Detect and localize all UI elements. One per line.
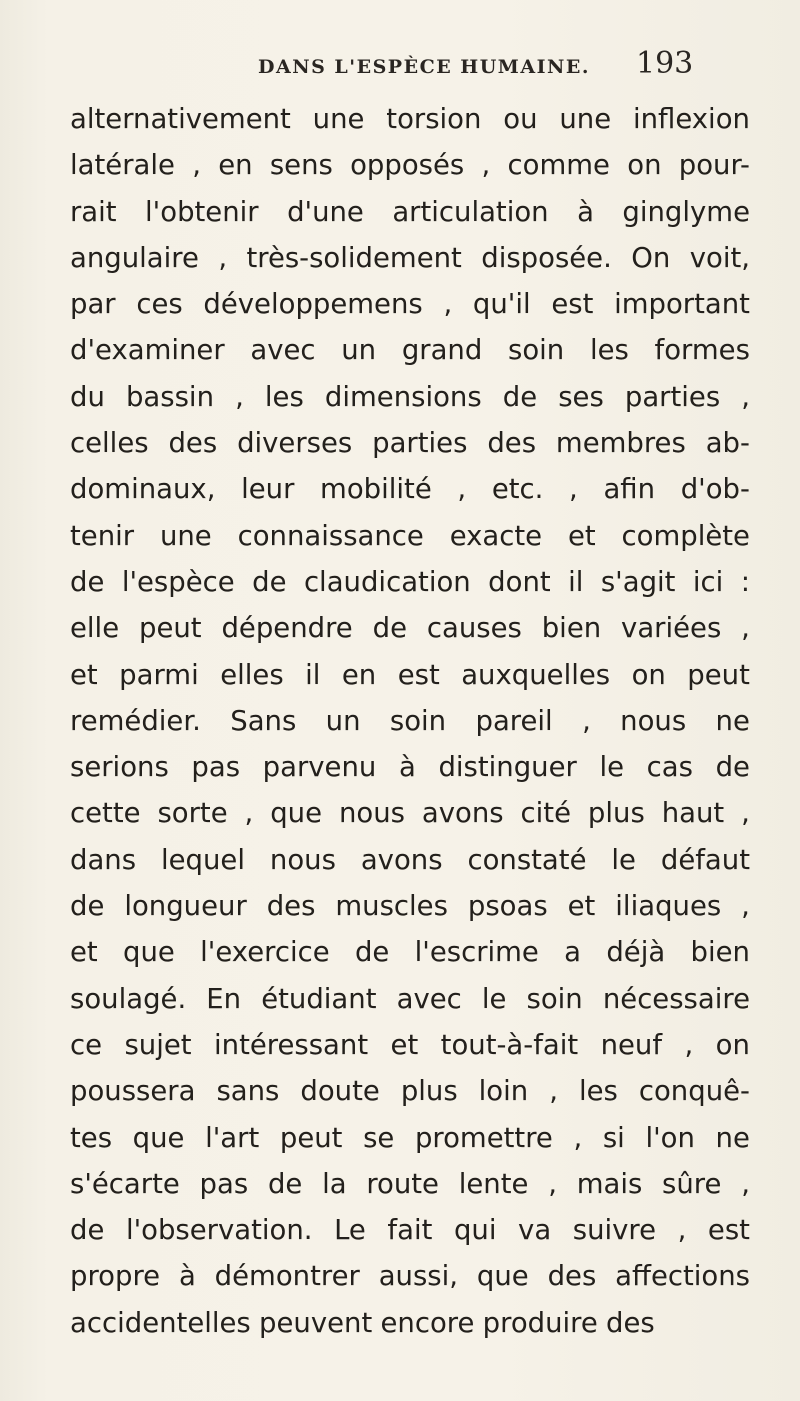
- text-line: par ces développemens , qu'il est important: [70, 288, 750, 321]
- text-line: d'examiner avec un grand soin les formes: [70, 334, 750, 367]
- page-header: [0, 42, 800, 82]
- text-line: rait l'obtenir d'une articulation à ginglyme: [70, 195, 750, 228]
- text-line: angulaire , très-solidement disposée. On voit,: [70, 241, 750, 274]
- text-line: ce sujet intéressant et tout-à-fait neuf , on: [70, 1028, 750, 1061]
- text-line: soulagé. En étudiant avec le soin nécessaire: [70, 982, 750, 1015]
- text-line: s'écarte pas de la route lente , mais sûre ,: [70, 1167, 750, 1200]
- body-text: [70, 96, 750, 1346]
- text-line: alternativement une torsion ou une inflexion: [70, 103, 750, 135]
- text-line: latérale , en sens opposés , comme on pour-: [70, 149, 750, 182]
- text-line: remédier. Sans un soin pareil , nous ne: [70, 704, 750, 737]
- text-line: de l'observation. Le fait qui va suivre , est: [70, 1214, 750, 1247]
- text-line: celles des diverses parties des membres ab-: [70, 427, 750, 460]
- running-title: DANS L'ESPÈCE HUMAINE.: [258, 56, 590, 78]
- text-line: cette sorte , que nous avons cité plus haut ,: [70, 797, 750, 830]
- text-line: et parmi elles il en est auxquelles on peut: [70, 658, 750, 691]
- text-line: tes que l'art peut se promettre , si l'on ne: [70, 1121, 750, 1154]
- text-line: propre à démontrer aussi, que des affections: [70, 1260, 750, 1293]
- text-line: de longueur des muscles psoas et iliaques ,: [70, 890, 750, 923]
- text-line: serions pas parvenu à distinguer le cas de: [70, 751, 750, 784]
- text-line: poussera sans doute plus loin , les conquê-: [70, 1075, 750, 1108]
- text-line: dominaux, leur mobilité , etc. , afin d'ob-: [70, 473, 750, 506]
- page-number: 193: [636, 46, 694, 81]
- text-line: du bassin , les dimensions de ses parties ,: [70, 380, 750, 413]
- text-line: accidentelles peuvent encore produire des: [70, 1306, 655, 1339]
- text-line: tenir une connaissance exacte et complète: [70, 519, 750, 552]
- text-line: de l'espèce de claudication dont il s'agit ici :: [70, 565, 750, 598]
- text-line: elle peut dépendre de causes bien variées ,: [70, 612, 750, 645]
- text-line: dans lequel nous avons constaté le défaut: [70, 843, 750, 876]
- text-line: et que l'exercice de l'escrime a déjà bien: [70, 936, 750, 969]
